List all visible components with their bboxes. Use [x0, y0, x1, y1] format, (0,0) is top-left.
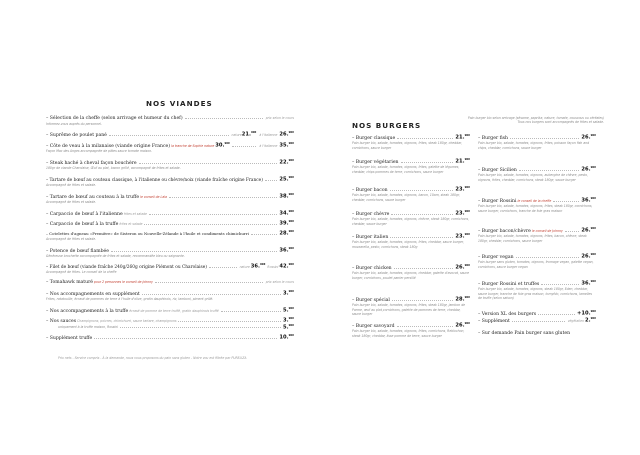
- menu-item: – Version XL des burgers +10.$^{90€}$: [478, 310, 596, 317]
- menu-item: – Tartare de bœuf au couteau classique, à l'italienne ou chèvre/noix (viande fraîche origine France) 25.$^{90€}$ Accompagné de frites et salade.: [46, 176, 294, 188]
- menu-item: – Supplément végétalien 2.$^{90€}$: [478, 317, 596, 324]
- burgers-intro: Pain burger bio selon arrivage (sésame, paprika, nature, tomate, couscous ou céréales) Tous nos burgers sont accompagnés de frites et salade.: [467, 116, 604, 125]
- menu-item: – Filet de bœuf (viande fraîche 240g/260g origine Piémont ou Charolaise) nature 36.$^{90€}$ Rossini 42.$^{90€}$ Accompagné de frites. Le conseil de la cheffe: [46, 263, 294, 275]
- menu-item: – Sur demande Pain burger sans gluten: [478, 331, 571, 336]
- menu-item: – Carpaccio de bœuf à l'italienne frites et salade 34.$^{90€}$: [46, 210, 294, 217]
- footnote: Prix nets - Service compris - À la demande, nous vous proposons du pain sans gluten - Notre vou est filtrée par PURELIZA: [58, 356, 247, 360]
- menu-item: – Potence de bœuf flambée 36.$^{90€}$ Généreuse brochette accompagnée de frites et salade, recommandée bleu ou saignante.: [46, 247, 294, 259]
- menu-item: – Burger fish 26.$^{90€}$ Pain burger bio, salade, tomates, oignons, frites, poisson façon fish and chips, cheddar, cornichons, sauce burger: [478, 134, 596, 150]
- menu-item: – Burger Rossini et truffes 36.$^{90€}$ Pain burger bio, salade, tomates, oignons, steak 180gr, Eden, cheddar, sauce burger, tranche de foie gras maison, tomyfdo, cornichons, lamelles de truffe (selon saison): [478, 280, 596, 300]
- menu-item: – Sélection de la cheffe (selon arrivage et humeur du chef) prix selon le cours Informez-vous auprès du personnel.: [46, 116, 294, 126]
- menu-item: – Nos accompagnements à la truffe écrasé de pomme de terre truffé, gratin dauphinois truffé 5.$^{90€}$: [46, 307, 294, 314]
- viandes-heading: NOS VIANDES: [146, 99, 213, 108]
- menu-item: – Steak haché à cheval façon bouchère 22.$^{90€}$ 180gr de viande Charolaise, Œuf au plat, bacon grillé, accompagné de frites et salade.: [46, 159, 294, 171]
- menu-item: – Burger chèvre 23.$^{90€}$ Pain burger bio, salade, tomates, oignons, chèvre, steak 180gr, cornichons, cheddar, sauce burger: [352, 210, 470, 226]
- menu-item: – Burger classique 21.$^{90€}$ Pain burger bio, salade, tomates, oignons, frites, steak 180gr, cheddar, cornichons, sauce burger: [352, 134, 470, 150]
- menu-item: – Supplément truffe 10.$^{90€}$: [46, 334, 294, 341]
- menu-item: – Burger végétarien 21.$^{90€}$ Pain burger bio, salade, tomates, oignons, frites, galette de légumes, cheddar, chips pommes de terre, cornichons, sauce burger: [352, 158, 470, 174]
- menu-item: – Burger chicken 26.$^{90€}$ Pain burger bio, salade, tomates, oignons, cheddar, galette d'avocat, sauce burger, cornichons, poulet panier persillé: [352, 264, 470, 280]
- menu-item: – Côte de veau à la milanaise (viande origine France) la tranche de Sophie nature 30.$^{90€}$ à l'italienne 35.$^{90€}$ Façon Mac des Anges accompagnée de pâtes sauce tomate maison.: [46, 142, 294, 154]
- menu-item: – Suprême de poulet pané nature 21.$^{90€}$ à l'italienne 26.$^{90€}$: [46, 131, 294, 138]
- menu-item: – Burger vegan 26.$^{90€}$ Pain burger sans gluten, tomates, oignons, fromage vegan, galette vegan, cornichons, sauce burger vegan: [478, 253, 596, 269]
- menu-item: – Tartare de bœuf au couteau à la truffe le conseil de Lala 38.$^{90€}$ Accompagné de frites et salade.: [46, 193, 294, 205]
- menu-item: – Burger bacon/chèvre le conseil de Johnny 26.$^{90€}$ Pain burger bio, salade, tomates, oignons, frites, bacon, chèvre, steak 180gr, cheddar, cornichons, sauce burger: [478, 227, 596, 243]
- menu-item: – Nos sauces Champignons, poivres, chimichurri, sauce tartare, champignons 3.$^{90€}$ uniquement à la truffe maison, Rossini 5.$^{90€}$: [46, 317, 294, 331]
- menu-item: – Burger spécial 28.$^{90€}$ Pain burger bio, salade, tomates, oignons, frites, steak 180gr, jambon de Parme, œuf au plat,cornichons, galette de pommes de terre, cheddar, sauce burger: [352, 296, 470, 316]
- menu-item: – Carpaccio de bœuf à la truffe frites et salade 39.$^{90€}$: [46, 220, 294, 227]
- burgers-heading: NOS BURGERS: [352, 121, 422, 130]
- menu-item: – Burger Rossini le conseil de la cheffe 36.$^{90€}$ Pain burger bio, salade, tomates, oignons, frites, steak 180gr, cornichons, sauce burger, cornichons, tranche de foie gras maison: [478, 197, 596, 213]
- menu-item: – Burger italien 23.$^{90€}$ Pain burger bio, salade, tomates, oignons, frites, cheddar, sauce burger, mozzarella, pesto, cornichons, steak 180g: [352, 233, 470, 249]
- menu-item: – Burger savoyard 26.$^{90€}$ Pain burger bio, salade, tomates, oignons, frites, cornichons, Reblochon, steak 180gr, cheddar, lisse pomme de terre, sauce burger: [352, 322, 470, 338]
- menu-item: – Tomahawk maturé pour 2 personnes le conseil de Johnny prix selon le cours: [46, 280, 294, 285]
- menu-item: – Burger bacon 23.$^{90€}$ Pain burger bio, salade, tomates, oignons, bacon, 10am, steak 180gr, cheddar, cornichons, sauce burger: [352, 186, 470, 202]
- menu-item: – Burger Sicilien 26.$^{90€}$ Pain burger bio, salade, tomates, oignons, aubergine de chèvre, pesto, oignons, frites, cheddar, cornichons, steak 180gr, sauce burger: [478, 166, 596, 182]
- menu-item: – Cotelettes d'agneau «Première» de Sisteron ou Nouvelle-Zélande à l'huile et condiments chimichurri 28.$^{90€}$ Accompagné de frites et salade.: [46, 230, 294, 242]
- menu-item: – Nos accompagnements en supplément 3.$^{90€}$ Frites, ratatouille, écrasé de pommes de terre à l'huile d'olive, gratin dauphinois, riz, lamboni, piment grillé.: [46, 290, 294, 302]
